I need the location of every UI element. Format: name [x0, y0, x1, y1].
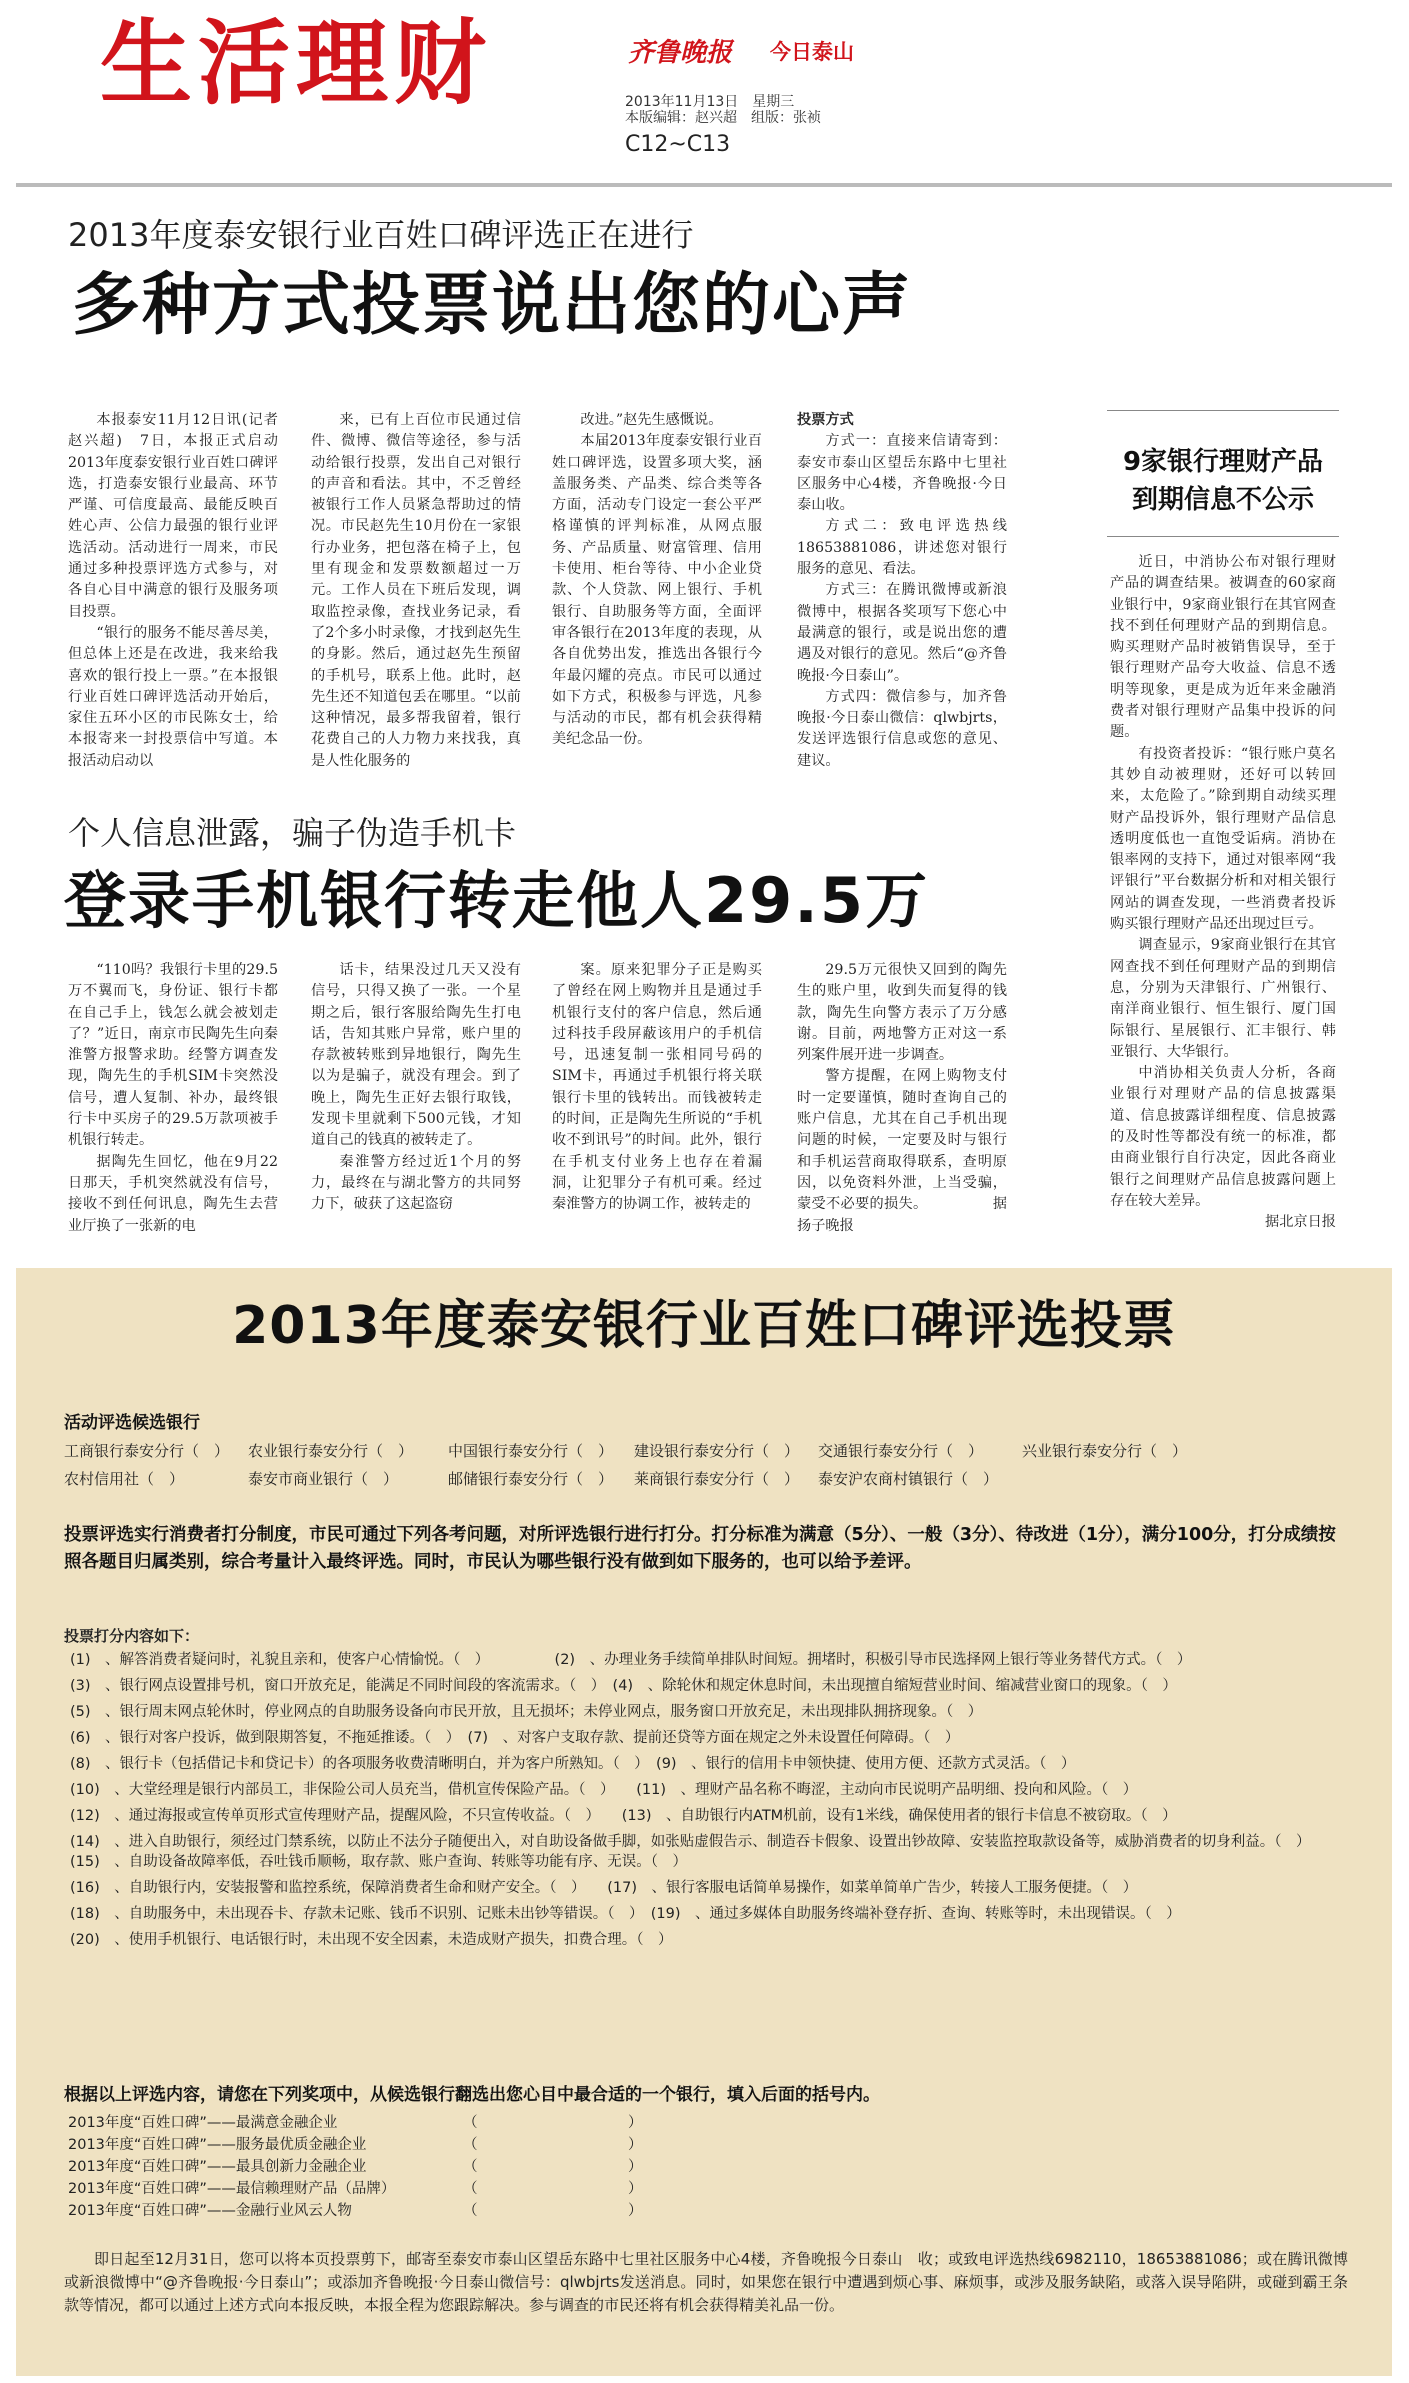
article2-column-3 — [552, 960, 762, 1248]
scoring-item: (8) 、银行卡（包括借记卡和贷记卡）的各项服务收费清晰明白，并为客户所熟知。（ ） (9) 、银行的信用卡申领快捷、使用方便、还款方式灵活。（ ） — [70, 1756, 1076, 1772]
paragraph: 方式二：致电评选热线18653881086，讲述您对银行服务的意见、看法。 — [797, 518, 1007, 578]
article2-column-2 — [311, 960, 521, 1248]
award-name: 2013年度“百姓口碑”——最具创新力金融企业 — [68, 2159, 367, 2175]
candidate-bank: 邮储银行泰安分行（ ） — [448, 1470, 614, 1488]
paragraph: 29.5万元很快又回到的陶先生的账户里，收到失而复得的钱款，陶先生向警方表示了万分感谢。目前，两地警方正对这一系列案件展开进一步调查。 — [797, 962, 1007, 1064]
bracket-open: （ — [463, 2115, 478, 2131]
paragraph: 有投资者投诉：“银行账户莫名其妙自动被理财，还好可以转回来，太危险了。”除到期自动续买理财产品投诉外，银行理财产品信息透明度低也一直饱受诟病。消协在银率网的支持下，通过对银率网“我评银行”平台数据分析和对相关银行网站的调查发现，一些消费者投诉购买银行理财产品还出现过巨亏。 — [1110, 745, 1336, 933]
editor-credit: 本版编辑：赵兴超 组版：张祯 — [625, 110, 821, 126]
candidate-bank: 兴业银行泰安分行（ ） — [1022, 1442, 1188, 1460]
bracket-open: （ — [463, 2137, 478, 2153]
scoring-item: (6) 、银行对客户投诉，做到限期答复，不拖延推诿。（ ） (7) 、对客户支取存款、提前还贷等方面在规定之外未设置任何障碍。（ ） — [70, 1730, 960, 1746]
award-row — [68, 2112, 1068, 2134]
article2-column-4 — [797, 960, 1007, 1248]
award-name: 2013年度“百姓口碑”——服务最优质金融企业 — [68, 2137, 367, 2153]
award-row — [68, 2178, 1068, 2200]
article1-column-2 — [311, 410, 521, 772]
bracket-close: ） — [628, 2137, 643, 2153]
article2-kicker: 个人信息泄露，骗子伪造手机卡 — [68, 814, 517, 852]
award-row — [68, 2156, 1068, 2178]
sidebar-title-line: 9家银行理财产品 — [1122, 447, 1324, 477]
candidate-bank: 工商银行泰安分行（ ） — [64, 1442, 230, 1460]
subheading: 投票方式 — [797, 412, 854, 428]
scoring-item: (10) 、大堂经理是银行内部员工，非保险公司人员充当，借机宣传保险产品。（ ） (11) 、理财产品名称不晦涩，主动向市民说明产品明细、投向和风险。（ ） — [70, 1782, 1138, 1798]
candidate-bank: 农村信用社（ ） — [64, 1470, 185, 1488]
issue-date: 2013年11月13日 星期三 — [625, 94, 795, 110]
bracket-open: （ — [463, 2181, 478, 2197]
paragraph: 话卡，结果没过几天又没有信号，只得又换了一张。一个星期之后，银行客服给陶先生打电话，告知其账户异常，账户里的存款被转账到异地银行，陶先生以为是骗子，就没有理会。到了晚上，陶先生正好去银行取钱，发现卡里就剩下500元钱，才知道自己的钱真的被转走了。 — [311, 962, 521, 1149]
newspaper-logo: 齐鲁晚报 — [628, 38, 733, 68]
bracket-close: ） — [628, 2159, 643, 2175]
source-credit: 据北京日报 — [1265, 1214, 1336, 1231]
candidate-bank: 交通银行泰安分行（ ） — [818, 1442, 984, 1460]
award-name: 2013年度“百姓口碑”——最满意金融企业 — [68, 2115, 338, 2131]
paragraph: 本届2013年度泰安银行业百姓口碑评选，设置多项大奖，涵盖服务类、产品类、综合类等各方面，活动专门设定一套公平严格谨慎的评判标准，从网点服务、产品质量、财富管理、信用卡使用、柜台等待、中小企业贷款、个人贷款、网上银行、手机银行、自助服务等方面，全面评审各银行在2013年度的表现，从各自优势出发，推选出各银行今年最闪耀的亮点。市民可以通过如下方式，积极参与评选，凡参与活动的市民，都有机会获得精美纪念品一份。 — [552, 433, 762, 748]
article2-column-1 — [68, 960, 278, 1248]
sidebar-body — [1110, 552, 1336, 1242]
bracket-open: （ — [463, 2203, 478, 2219]
scoring-item: (3) 、银行网点设置排号机，窗口开放充足，能满足不同时间段的客流需求。（ ） (4) 、除轮休和规定休息时间，未出现擅自缩短营业时间、缩减营业窗口的现象。（ ） — [70, 1678, 1177, 1694]
bracket-close: ） — [628, 2181, 643, 2197]
bracket-close: ） — [628, 2203, 643, 2219]
candidate-bank: 农业银行泰安分行（ ） — [248, 1442, 414, 1460]
award-row — [68, 2200, 1068, 2222]
paragraph: 方式三：在腾讯微博或新浪微博中，根据各奖项写下您心中最满意的银行，或是说出您的遭遇及对银行的意见。然后“@齐鲁晚报·今日泰山”。 — [797, 582, 1007, 684]
page-range: C12~C13 — [625, 132, 731, 157]
scoring-item: (1) 、解答消费者疑问时，礼貌且亲和，使客户心情愉悦。（ ） (2) 、办理业务手续简单排队时间短。拥堵时，积极引导市民选择网上银行等业务替代方式。（ ） — [70, 1652, 1192, 1668]
scoring-item: (18) 、自助服务中，未出现吞卡、存款未记账、钱币不识别、记账未出钞等错误。（ ） (19) 、通过多媒体自助服务终端补登存折、查询、转账等时，未出现错误。（ ） — [70, 1906, 1181, 1922]
paragraph: “银行的服务不能尽善尽美，但总体上还是在改进，我来给我喜欢的银行投上一票。”在本报银行业百姓口碑评选活动开始后，家住五环小区的市民陈女士，给本报寄来一封投票信中写道。本报活动启动以 — [68, 624, 278, 769]
paragraph: 据陶先生回忆，他在9月22日那天，手机突然就没有信号，接收不到任何讯息，陶先生去营业厅换了一张新的电 — [68, 1153, 278, 1234]
paragraph: 方式一：直接来信请寄到：泰安市泰山区望岳东路中七里社区服务中心4楼，齐鲁晚报·今日泰山收。 — [797, 433, 1007, 514]
bracket-close: ） — [628, 2115, 643, 2131]
article1-column-1 — [68, 410, 293, 772]
candidate-bank: 莱商银行泰安分行（ ） — [634, 1470, 800, 1488]
award-row — [68, 2134, 1068, 2156]
scoring-item: (14) 、进入自助银行，须经过门禁系统，以防止不法分子随便出入，对自助设备做手脚，如张贴虚假告示、制造吞卡假象、设置出钞故障、安装监控取款设备等，威胁消费者的切身利益。（ ） (15) 、自助设备故障率低，吞吐钱币顺畅，取存款、账户查询、转账等功能有序、无误。（ ） — [70, 1834, 1347, 1870]
paragraph: 近日，中消协公布对银行理财产品的调查结果。被调查的60家商业银行中，9家商业银行在其官网查找不到任何理财产品的到期信息。购买理财产品时被销售误导，至于银行理财产品夸大收益、信息不透明等现象，更是成为近年来金融消费者对银行理财产品集中投诉的问题。 — [1110, 554, 1336, 741]
paragraph: 调查显示，9家商业银行在其官网查找不到任何理财产品的到期信息，分别为天津银行、广州银行、南洋商业银行、恒生银行、厦门国际银行、星展银行、汇丰银行、韩亚银行、大华银行。 — [1110, 937, 1336, 1060]
paragraph: 方式四：微信参与，加齐鲁晚报·今日泰山微信：qlwbjrts，发送评选银行信息或您的意见、建议。 — [797, 688, 1007, 769]
scoring-item: (12) 、通过海报或宣传单页形式宣传理财产品，提醒风险，不只宣传收益。（ ） (13) 、自助银行内ATM机前，设有1米线，确保使用者的银行卡信息不被窃取。（ ） — [70, 1808, 1177, 1824]
scoring-item: (5) 、银行周末网点轮休时，停业网点的自助服务设备向市民开放，且无损坏；未停业网点，服务窗口开放充足，未出现排队拥挤现象。（ ） — [70, 1704, 983, 1720]
ballot-footer: 即日起至12月31日，您可以将本页投票剪下，邮寄至泰安市泰山区望岳东路中七里社区服务中心4楼，齐鲁晚报今日泰山 收；或致电评选热线6982110，18653881086；或在腾讯微博或新浪微博中“@齐鲁晚报·今日泰山”；或添加齐鲁晚报·今日泰山微信号：qlwbjrts发送消息。同时，如果您在银行中遭遇到烦心事、麻烦事，或涉及服务缺陷，或落入误导陷阱，或碰到霸王条款等情况，都可以通过上述方式向本报反映，本报全程为您跟踪解决。参与调查的市民还将有机会获得精美礼品一份。 — [64, 2250, 1348, 2314]
items-heading: 投票打分内容如下： — [64, 1627, 200, 1645]
article1-kicker: 2013年度泰安银行业百姓口碑评选正在进行 — [68, 216, 694, 254]
paragraph: “110吗？我银行卡里的29.5万不翼而飞，身份证、银行卡都在自己手上，钱怎么就会被划走了？”近日，南京市民陶先生向秦淮警方报警求助。经警方调查发现，陶先生的手机SIM卡突然没信号，遭人复制、补办，最终银行卡中买房子的29.5万款项被手机银行转走。 — [68, 962, 278, 1149]
masthead-divider — [16, 183, 1392, 187]
paragraph: 警方提醒，在网上购物支付时一定要谨慎，随时查询自己的账户信息，尤其在自己手机出现问题的时候，一定要及时与银行和手机运营商取得联系，查明原因，以免资料外泄，上当受骗，蒙受不必要的损失。 据扬子晚报 — [797, 1068, 1007, 1234]
paragraph: 来，已有上百位市民通过信件、微博、微信等途径，参与活动给银行投票，发出自己对银行的声音和看法。其中，不乏曾经被银行工作人员紧急帮助过的情况。市民赵先生10月份在一家银行办业务，把包落在椅子上，包里有现金和发票数额超过一万元。工作人员在下班后发现，调取监控录像，查找业务记录，看了2个多小时录像，才找到赵先生的身影。然后，通过赵先生预留的手机号，联系上他。此时，赵先生还不知道包丢在哪里。“以前这种情况，最多帮我留着，银行花费自己的人力物力来找我，真是人性化服务的 — [311, 412, 521, 769]
ballot-title: 2013年度泰安银行业百姓口碑评选投票 — [232, 1296, 1176, 1356]
candidate-bank: 泰安沪农商村镇银行（ ） — [818, 1470, 999, 1488]
edition-name: 今日泰山 — [770, 40, 854, 64]
article1-column-4 — [797, 410, 1007, 772]
sidebar-title — [1090, 443, 1356, 519]
sidebar-top-rule — [1107, 410, 1339, 411]
award-name: 2013年度“百姓口碑”——金融行业风云人物 — [68, 2203, 352, 2219]
paragraph: 本报泰安11月12日讯(记者 赵兴超) 7日，本报正式启动2013年度泰安银行业百姓口碑评选，打造泰安银行业最高、环节严谨、可信度最高、最能反映百姓心声、公信力最强的银行业评选活动。活动进行一周来，市民通过多种投票评选方式参与，对各自心目中满意的银行及服务项目投票。 — [68, 412, 293, 620]
bracket-open: （ — [463, 2159, 478, 2175]
paragraph: 案。原来犯罪分子正是购买了曾经在网上购物并且是通过手机银行支付的客户信息，然后通过科技手段屏蔽该用户的手机信号，迅速复制一张相同号码的SIM卡，再通过手机银行将关联银行卡里的钱转出。而钱被转走的时间，正是陶先生所说的“手机收不到讯号”的时间。此外，银行在手机支付业务上也存在着漏洞，让犯罪分子有机可乘。经过秦淮警方的协调工作，被转走的 — [552, 962, 762, 1213]
sidebar-title-rule — [1107, 536, 1339, 537]
paragraph: 秦淮警方经过近1个月的努力，最终在与湖北警方的共同努力下，破获了这起盗窃 — [311, 1153, 521, 1213]
scoring-item: (16) 、自助银行内，安装报警和监控系统，保障消费者生命和财产安全。（ ） (17) 、银行客服电话简单易操作，如菜单简单广告少，转接人工服务便捷。（ ） — [70, 1880, 1138, 1896]
candidate-bank: 泰安市商业银行（ ） — [248, 1470, 399, 1488]
sidebar-title-line: 到期信息不公示 — [1131, 485, 1314, 515]
candidate-bank: 建设银行泰安分行（ ） — [634, 1442, 800, 1460]
awards-list — [68, 2112, 1068, 2222]
candidates-heading: 活动评选候选银行 — [64, 1413, 200, 1433]
awards-instruction: 根据以上评选内容，请您在下列奖项中，从候选银行翻选出您心目中最合适的一个银行，填入后面的括号内。 — [64, 2085, 880, 2105]
article1-headline: 多种方式投票说出您的心声 — [72, 266, 913, 345]
section-title: 生活理财 — [100, 10, 493, 117]
award-name: 2013年度“百姓口碑”——最信赖理财产品（品牌） — [68, 2181, 396, 2197]
candidate-bank: 中国银行泰安分行（ ） — [448, 1442, 614, 1460]
scoring-item: (20) 、使用手机银行、电话银行时，未出现不安全因素，未造成财产损失，扣费合理。（ ） — [70, 1932, 673, 1948]
paragraph: 改进。”赵先生感慨说。 — [580, 412, 723, 428]
ballot-rules: 投票评选实行消费者打分制度，市民可通过下列各考问题，对所评选银行进行打分。打分标准为满意（5分）、一般（3分）、待改进（1分），满分100分，打分成绩按照各题目归属类别，综合考量计入最终评选。同时，市民认为哪些银行没有做到如下服务的，也可以给予差评。 — [64, 1525, 1336, 1572]
article2-headline: 登录手机银行转走他人29.5万 — [64, 864, 929, 937]
paragraph: 中消协相关负责人分析，各商业银行对理财产品的信息披露渠道、信息披露详细程度、信息披露的及时性等都没有统一的标准，都由商业银行自行决定，因此各商业银行之间理财产品信息披露问题上存在较大差异。 — [1110, 1065, 1336, 1209]
scoring-items — [70, 1650, 1350, 1950]
article1-column-3 — [552, 410, 762, 772]
